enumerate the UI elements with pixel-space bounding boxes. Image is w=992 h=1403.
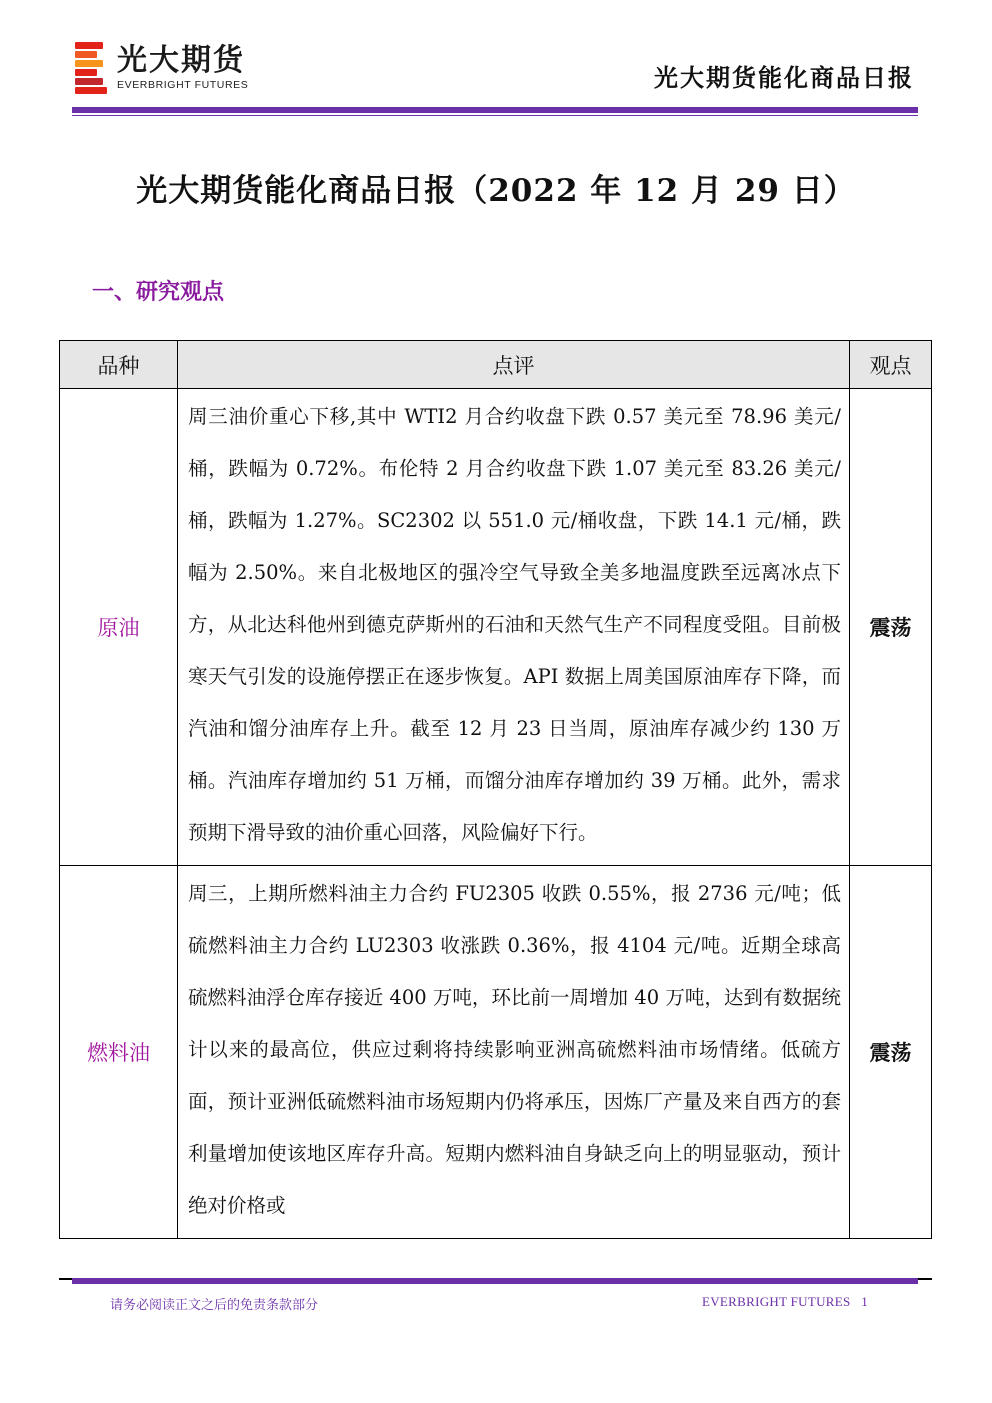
footer-brand: EVERBRIGHT FUTURES: [701, 1294, 851, 1309]
table-row: [60, 866, 932, 1239]
logo-text-en: EVERBRIGHT FUTURES: [117, 79, 249, 91]
variety-cell: 原油: [60, 389, 178, 866]
logo-text-cn: 光大期货: [117, 43, 245, 78]
header-comment: 点评: [178, 341, 850, 389]
header-divider-thin: [72, 115, 918, 116]
page-number: 1: [861, 1294, 868, 1309]
header-view: 观点: [850, 341, 932, 389]
variety-cell: 燃料油: [60, 866, 178, 1239]
company-logo: [75, 42, 248, 94]
view-cell: 震荡: [850, 866, 932, 1239]
table-row: [60, 389, 932, 866]
comment-cell: 周三油价重心下移,其中 WTI2 月合约收盘下跌 0.57 美元至 78.96 美元/桶，跌幅为 0.72%。布伦特 2 月合约收盘下跌 1.07 美元至 83.26 美元/桶，跌幅为 1.27%。SC2302 以 551.0 元/桶收盘，下跌 14.1 元/桶，跌幅为 2.50%。来自北极地区的强冷空气导致全美多地温度跌至远离冰点下方，从北达科他州到德克萨斯州的石油和天然气生产不同程度受阻。目前极寒天气引发的设施停摆正在逐步恢复。API 数据上周美国原油库存下降，而汽油和馏分油库存上升。截至 12 月 23 日当周，原油库存减少约 130 万桶。汽油库存增加约 51 万桶，而馏分油库存增加约 39 万桶。此外，需求预期下滑导致的油价重心回落，风险偏好下行。: [178, 389, 850, 866]
comment-cell: 周三，上期所燃料油主力合约 FU2305 收跌 0.55%，报 2736 元/吨；低硫燃料油主力合约 LU2303 收涨跌 0.36%，报 4104 元/吨。近期全球高硫燃料油浮仓库存接近 400 万吨，环比前一周增加 40 万吨，达到有数据统计以来的最高位，供应过剩将持续影响亚洲高硫燃料油市场情绪。低硫方面，预计亚洲低硫燃料油市场短期内仍将承压，因炼厂产量及来自西方的套利量增加使该地区库存升高。短期内燃料油自身缺乏向上的明显驱动，预计绝对价格或: [178, 866, 850, 1239]
view-cell: 震荡: [850, 389, 932, 866]
footer-divider: [72, 1278, 918, 1284]
document-title: 光大期货能化商品日报（2022 年 12 月 29 日）: [136, 173, 856, 209]
header-divider: [72, 107, 918, 113]
footer-brand-page: [702, 1294, 868, 1310]
logo-mark-icon: [75, 42, 107, 94]
header-variety: 品种: [60, 341, 178, 389]
section-heading: 一、研究观点: [92, 279, 225, 305]
header-report-name: 光大期货能化商品日报: [654, 63, 914, 92]
table-header-row: [60, 341, 932, 389]
footer-disclaimer: 请务必阅读正文之后的免责条款部分: [110, 1298, 319, 1313]
page-header: [0, 0, 992, 125]
research-view-table: [59, 340, 932, 1280]
